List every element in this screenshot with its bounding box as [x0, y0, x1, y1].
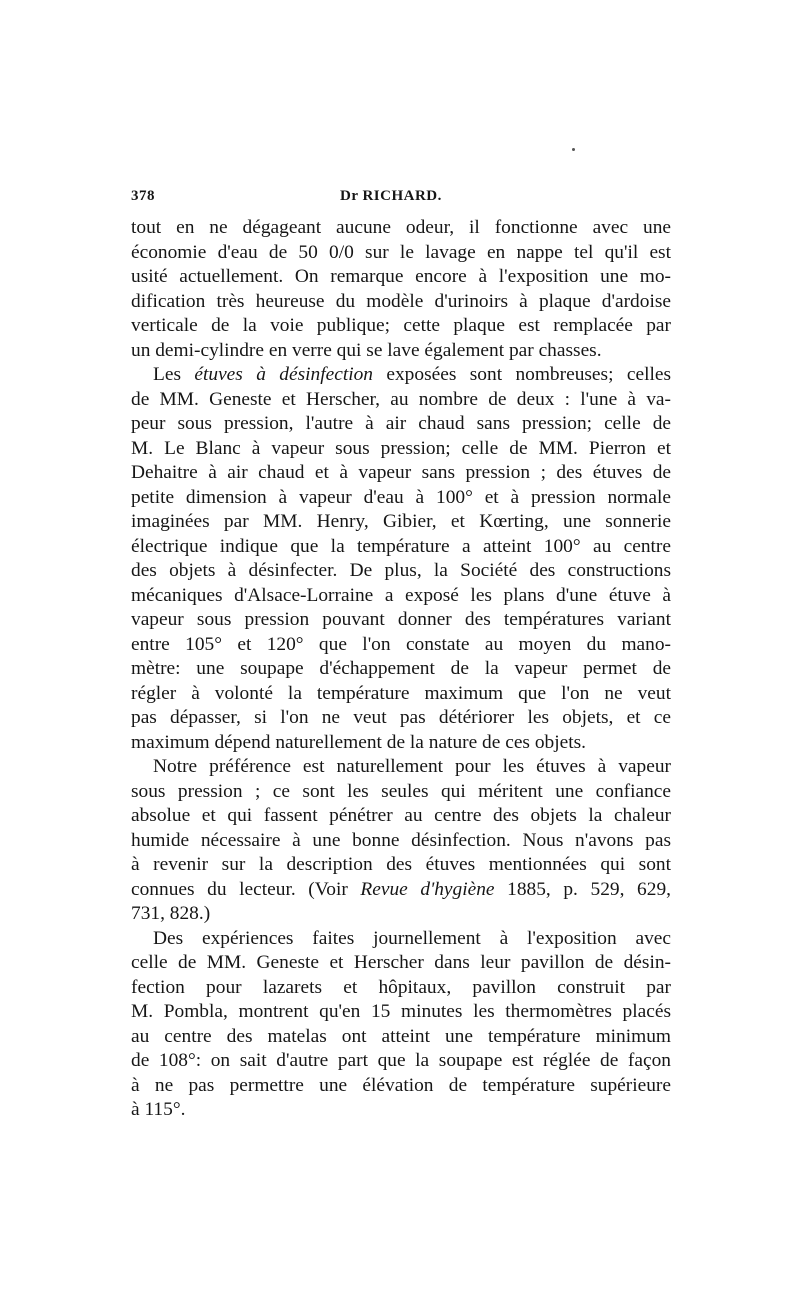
- text-line: 731, 828.): [131, 903, 211, 924]
- text-line: imaginées par MM. Henry, Gibier, et Kœrting, une sonnerie: [131, 511, 671, 532]
- running-title: Dr RICHARD.: [340, 188, 442, 204]
- text-line: celle de MM. Geneste et Herscher dans leur pavillon de désin-: [131, 952, 671, 973]
- text-line: maximum dépend naturellement de la nature de ces objets.: [131, 731, 586, 753]
- italic-span: étuves à désinfection: [194, 364, 373, 385]
- italic-span: Revue d'hygiène: [360, 878, 495, 900]
- text-line: de MM. Geneste et Herscher, au nombre de deux : l'une à va-: [131, 388, 671, 410]
- text-line: à 115°.: [131, 1099, 186, 1120]
- text-line: mètre: une soupape d'échappement de la vapeur permet de: [131, 658, 671, 679]
- text-line: entre 105° et 120° que l'on constate au moyen du mano-: [131, 633, 671, 655]
- text-line: à revenir sur la description des étuves mentionnées qui sont: [131, 854, 671, 875]
- book-page: [131, 182, 671, 1123]
- text-line: des objets à désinfecter. De plus, la Société des constructions: [131, 560, 671, 581]
- text-line: au centre des matelas ont atteint une température minimum: [131, 1025, 671, 1047]
- body-text: [131, 216, 671, 1123]
- text-line: vapeur sous pression pouvant donner des températures variant: [131, 609, 671, 630]
- text-line: Dehaitre à air chaud et à vapeur sans pression ; des étuves de: [131, 462, 671, 483]
- text-line: dification très heureuse du modèle d'urinoirs à plaque d'ardoise: [131, 290, 671, 312]
- text-line: M. Pombla, montrent qu'en 15 minutes les thermomètres placés: [131, 1001, 671, 1022]
- text-line: usité actuellement. On remarque encore à l'exposition une mo-: [131, 266, 671, 287]
- page-number: 378: [131, 188, 155, 204]
- text-line: un demi-cylindre en verre qui se lave également par chasses.: [131, 339, 602, 361]
- text-line: à ne pas permettre une élévation de température supérieure: [131, 1074, 671, 1096]
- text-line: verticale de la voie publique; cette plaque est remplacée par: [131, 315, 671, 336]
- text-line: tout en ne dégageant aucune odeur, il fonctionne avec une: [131, 217, 671, 238]
- text-line: Des expériences faites journellement à l'exposition avec: [153, 927, 671, 949]
- text-line: petite dimension à vapeur d'eau à 100° et à pression normale: [131, 486, 671, 508]
- text-line: économie d'eau de 50 0/0 sur le lavage en nappe tel qu'il est: [131, 241, 671, 263]
- text-line: humide nécessaire à une bonne désinfection. Nous n'avons pas: [131, 829, 671, 851]
- text-line: électrique indique que la température a atteint 100° au centre: [131, 535, 671, 557]
- text-line: de 108°: on sait d'autre part que la soupape est réglée de façon: [131, 1050, 671, 1071]
- text-line: pas dépasser, si l'on ne veut pas détériorer les objets, et ce: [131, 707, 671, 728]
- text-line: régler à volonté la température maximum que l'on ne veut: [131, 682, 671, 704]
- text-line: M. Le Blanc à vapeur sous pression; celle de MM. Pierron et: [131, 437, 671, 459]
- text-line: sous pression ; ce sont les seules qui méritent une confiance: [131, 780, 671, 802]
- text-line: peur sous pression, l'autre à air chaud sans pression; celle de: [131, 413, 671, 434]
- text-line-etuves: Les étuves à désinfection exposées sont nombreuses; celles: [153, 364, 671, 385]
- text-line-revue: connues du lecteur. (Voir Revue d'hygiène 1885, p. 529, 629,: [131, 878, 671, 900]
- text-line: mécaniques d'Alsace-Lorraine a exposé les plans d'une étuve à: [131, 584, 671, 606]
- text-line: absolue et qui fassent pénétrer au centre des objets la chaleur: [131, 805, 671, 826]
- text-line: fection pour lazarets et hôpitaux, pavillon construit par: [131, 976, 671, 998]
- running-head: [131, 182, 671, 208]
- text-line: Notre préférence est naturellement pour les étuves à vapeur: [153, 756, 671, 777]
- print-speck: [572, 148, 575, 151]
